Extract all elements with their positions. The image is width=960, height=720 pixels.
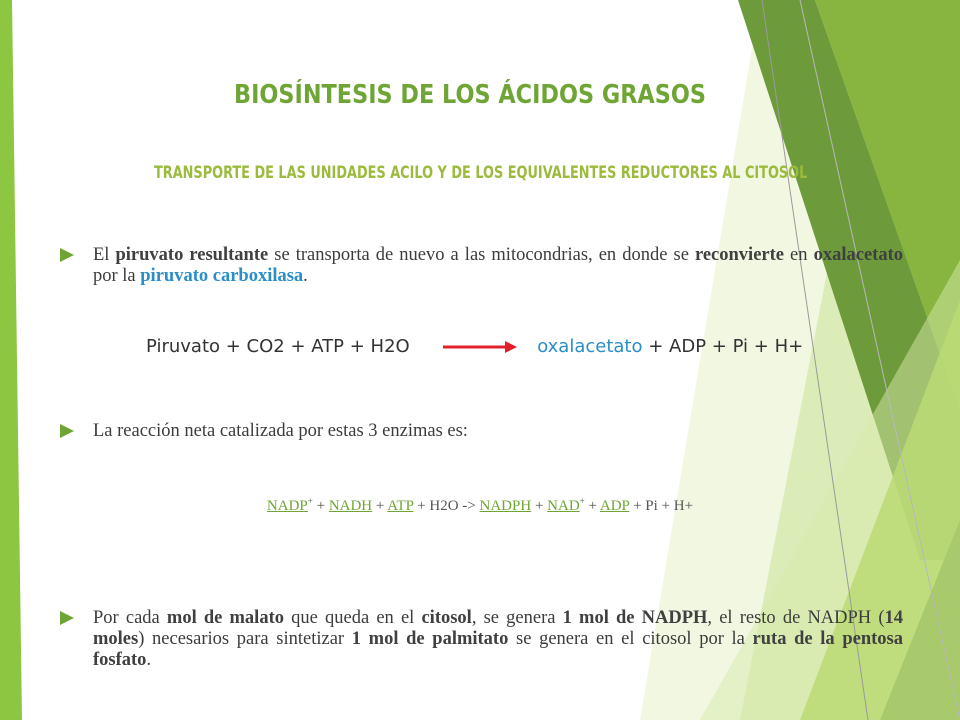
left-green-shape xyxy=(0,0,22,720)
reaction-arrow-icon xyxy=(443,340,517,354)
product-oxalacetato: oxalacetato xyxy=(537,336,643,357)
reactants: Piruvato + CO2 + ATP + H2O xyxy=(146,336,410,357)
slide-subtitle: TRANSPORTE DE LAS UNIDADES ACILO Y DE LOS EQUIVALENTES REDUCTORES AL CITOSOL xyxy=(154,163,808,182)
triangle-bullet-icon xyxy=(60,611,74,625)
triangle-bullet-icon xyxy=(60,424,74,438)
bullet-paragraph-2: La reacción neta catalizada por estas 3 enzimas es: xyxy=(93,421,468,441)
products-rest: + ADP + Pi + H+ xyxy=(642,336,804,357)
bullet-paragraph-1: El piruvato resultante se transporta de nuevo a las mitocondrias, en donde se reconvierte en oxalacetato por la piruvato carboxilasa. xyxy=(93,245,903,286)
triangle-bullet-icon xyxy=(60,248,74,262)
reaction-equation-1 xyxy=(146,336,803,357)
bullet-paragraph-3: Por cada mol de malato que queda en el citosol, se genera 1 mol de NADPH, el resto de NADPH (14 moles) necesarios para sintetizar 1 mol de palmitato se genera en el citosol por la ruta de la pentosa fosfato. xyxy=(93,608,903,670)
slide-title: BIOSÍNTESIS DE LOS ÁCIDOS GRASOS xyxy=(234,80,706,110)
net-reaction-equation: NADP+ + NADH + ATP + H2O -> NADPH + NAD+ + ADP + Pi + H+ xyxy=(266,496,694,514)
enzyme-name: piruvato carboxilasa xyxy=(140,266,304,286)
